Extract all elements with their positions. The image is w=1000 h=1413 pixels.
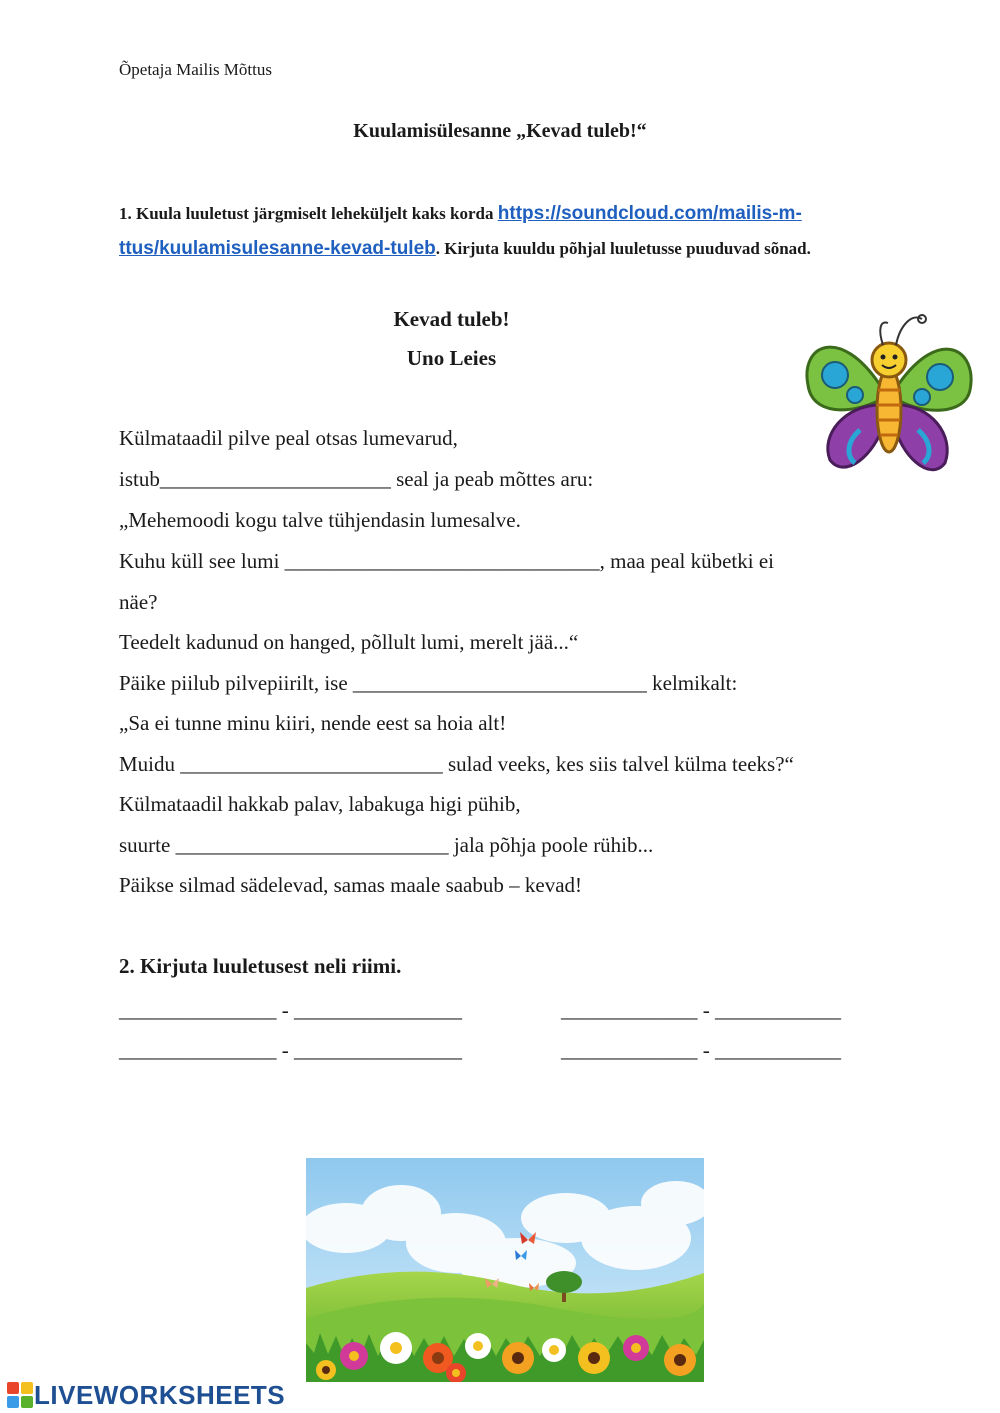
task1-outro: . Kirjuta kuuldu põhjal luuletusse puuduvad sõnad.	[435, 239, 811, 258]
poem-line: Teedelt kadunud on hanged, põllult lumi, merelt jää...“	[119, 630, 579, 654]
spring-meadow-illustration	[306, 1158, 704, 1382]
task1-intro: 1. Kuula luuletust järgmiselt leheküljelt kaks korda	[119, 204, 498, 223]
logo-text: LIVEWORKSHEETS	[34, 1379, 286, 1410]
task2-title: 2. Kirjuta luuletusest neli riimi.	[119, 954, 402, 978]
rhyme-blank[interactable]: _______________ - ________________	[119, 1038, 462, 1062]
rhyme-blank[interactable]: _____________ - ____________	[561, 998, 841, 1022]
poem-line: Külmataadil pilve peal otsas lumevarud,	[119, 426, 458, 450]
poem-line: Päikse silmad sädelevad, samas maale saabub – kevad!	[119, 873, 583, 897]
poem-line-blank-4[interactable]: Muidu _________________________ sulad veeks, kes siis talvel külma teeks?“	[119, 752, 794, 776]
soundcloud-link[interactable]: https://soundcloud.com/mailis-m-ttus/kuulamisulesanne-kevad-tuleb	[119, 203, 802, 259]
butterfly-illustration	[800, 305, 978, 485]
poem-line: Külmataadil hakkab palav, labakuga higi pühib,	[119, 792, 521, 816]
liveworksheets-logo	[6, 1380, 285, 1410]
poem-title: Kevad tuleb!	[393, 307, 510, 331]
poem-author: Uno Leies	[406, 346, 497, 370]
rhyme-blank[interactable]: _____________ - ____________	[561, 1038, 841, 1062]
author-name: Õpetaja Mailis Mõttus	[119, 60, 272, 79]
poem-line-blank-2[interactable]: Kuhu küll see lumi ______________________________, maa peal kübetki ei	[119, 549, 774, 573]
poem-line-blank-1[interactable]: istub______________________ seal ja peab mõttes aru:	[119, 467, 594, 491]
rhyme-blank[interactable]: _______________ - ________________	[119, 998, 462, 1022]
task1-instructions	[119, 196, 884, 266]
poem-line: „Sa ei tunne minu kiiri, nende eest sa hoia alt!	[119, 711, 507, 735]
poem-line-blank-3[interactable]: Päike piilub pilvepiirilt, ise ____________________________ kelmikalt:	[119, 671, 738, 695]
worksheet-title: Kuulamisülesanne „Kevad tuleb!“	[353, 120, 647, 142]
logo-icon	[6, 1381, 34, 1409]
poem-line: näe?	[119, 590, 158, 614]
poem-line-blank-5[interactable]: suurte __________________________ jala põhja poole rühib...	[119, 833, 654, 857]
poem-line: „Mehemoodi kogu talve tühjendasin lumesalve.	[119, 508, 521, 532]
